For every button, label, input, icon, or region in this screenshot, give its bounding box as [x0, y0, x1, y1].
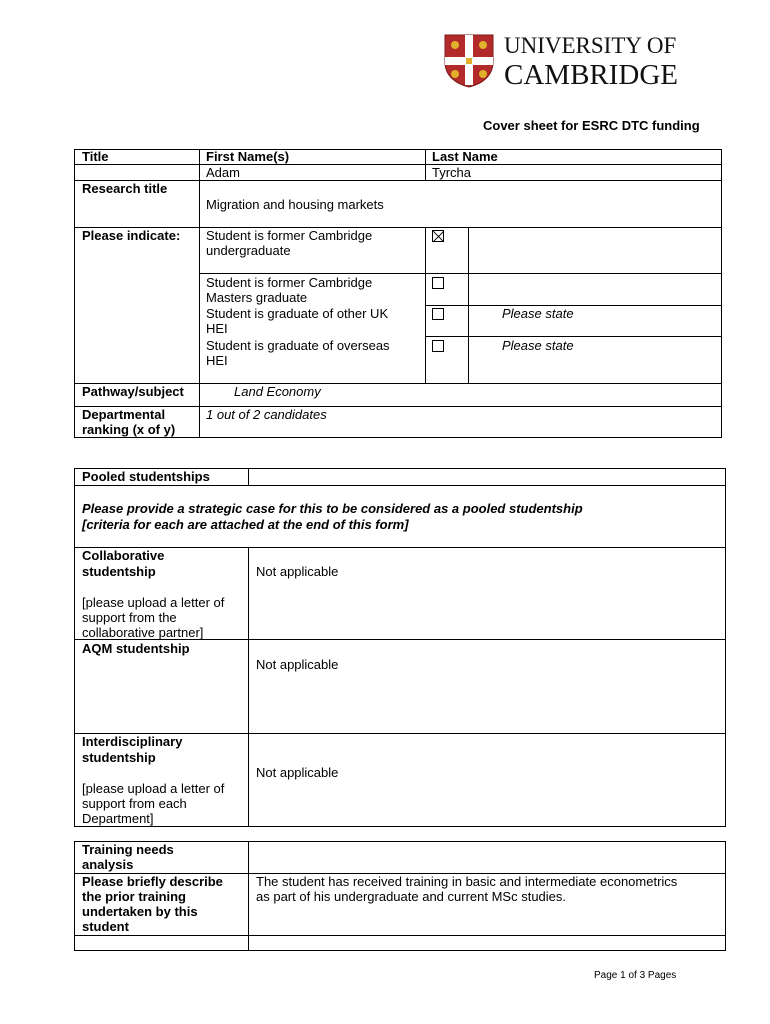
option-text: Student is former Cambridge	[206, 228, 373, 243]
inter-value: Not applicable	[256, 765, 339, 780]
option-text: HEI	[206, 321, 228, 336]
table-rule	[248, 841, 249, 951]
table-rule	[74, 149, 722, 150]
table-rule	[74, 950, 726, 951]
inter-note: support from each	[82, 796, 187, 811]
prior-training-label: undertaken by this	[82, 904, 198, 919]
table-rule	[248, 468, 249, 486]
table-rule	[248, 547, 249, 827]
table-rule	[74, 826, 726, 827]
tna-label: Training needs	[82, 842, 174, 857]
pooled-header: Pooled studentships	[82, 469, 210, 484]
last-name-value: Tyrcha	[432, 165, 472, 180]
prior-training-label: student	[82, 919, 129, 934]
prior-training-value: as part of his undergraduate and current MSc studies.	[256, 889, 567, 904]
table-rule	[74, 149, 75, 438]
table-rule	[74, 180, 722, 181]
table-rule	[74, 164, 722, 165]
table-rule	[468, 227, 469, 384]
first-name-value: Adam	[206, 165, 240, 180]
ranking-label: ranking (x of y)	[82, 422, 176, 437]
pathway-label: Pathway/subject	[82, 384, 184, 399]
option-text: undergraduate	[206, 243, 291, 258]
former-undergrad-checkbox[interactable]	[432, 230, 444, 242]
please-indicate-label: Please indicate:	[82, 228, 181, 243]
tna-label: analysis	[82, 857, 134, 872]
table-rule	[199, 149, 200, 438]
please-state-text[interactable]: Please state	[502, 338, 574, 353]
table-rule	[74, 841, 75, 951]
first-name-label: First Name(s)	[206, 149, 290, 164]
table-rule	[74, 935, 726, 936]
option-text: Masters graduate	[206, 290, 308, 305]
table-rule	[721, 149, 722, 438]
table-rule	[74, 485, 726, 486]
former-masters-checkbox[interactable]	[432, 277, 444, 289]
other-uk-hei-checkbox[interactable]	[432, 308, 444, 320]
option-text: Student is graduate of overseas	[206, 338, 390, 353]
collab-note: [please upload a letter of	[82, 595, 225, 610]
strategic-case-text: [criteria for each are attached at the end of this form]	[82, 517, 409, 532]
aqm-value: Not applicable	[256, 657, 339, 672]
pathway-value: Land Economy	[234, 384, 321, 399]
table-rule	[74, 547, 726, 548]
inter-label: Interdisciplinary	[82, 734, 183, 749]
table-rule	[74, 406, 722, 407]
table-rule	[74, 468, 75, 827]
table-rule	[199, 273, 722, 274]
collab-value: Not applicable	[256, 564, 339, 579]
aqm-label: AQM studentship	[82, 641, 190, 656]
ranking-label: Departmental	[82, 407, 166, 422]
table-rule	[425, 227, 426, 384]
title-label: Title	[82, 149, 109, 164]
logo-text-line2: CAMBRIDGE	[504, 59, 679, 91]
prior-training-value: The student has received training in basic and intermediate econometrics	[256, 874, 678, 889]
overseas-hei-checkbox[interactable]	[432, 340, 444, 352]
table-rule	[425, 336, 722, 337]
collab-label: Collaborative	[82, 548, 165, 563]
prior-training-label: Please briefly describe	[82, 874, 223, 889]
please-state-text[interactable]: Please state	[502, 306, 574, 321]
ranking-value: 1 out of 2 candidates	[206, 407, 327, 422]
page-footer: Page 1 of 3 Pages	[594, 970, 677, 981]
cambridge-shield-icon	[444, 34, 494, 88]
option-text: Student is former Cambridge	[206, 275, 373, 290]
table-rule	[425, 149, 426, 181]
option-text: Student is graduate of other UK	[206, 306, 389, 321]
last-name-label: Last Name	[432, 149, 498, 164]
option-text: HEI	[206, 353, 228, 368]
inter-note: [please upload a letter of	[82, 781, 225, 796]
collab-label: studentship	[82, 564, 156, 579]
table-rule	[725, 468, 726, 827]
inter-note: Department]	[82, 811, 154, 826]
table-rule	[725, 841, 726, 951]
university-logo	[444, 34, 719, 90]
research-title-value: Migration and housing markets	[206, 197, 384, 212]
strategic-case-text: Please provide a strategic case for this to be considered as a pooled studentship	[82, 501, 583, 516]
page-title: Cover sheet for ESRC DTC funding	[483, 118, 700, 133]
collab-note: collaborative partner]	[82, 625, 204, 640]
inter-label: studentship	[82, 750, 156, 765]
logo-text-line1: UNIVERSITY OF	[504, 33, 677, 58]
research-title-label: Research title	[82, 181, 168, 196]
collab-note: support from the	[82, 610, 177, 625]
prior-training-label: the prior training	[82, 889, 186, 904]
